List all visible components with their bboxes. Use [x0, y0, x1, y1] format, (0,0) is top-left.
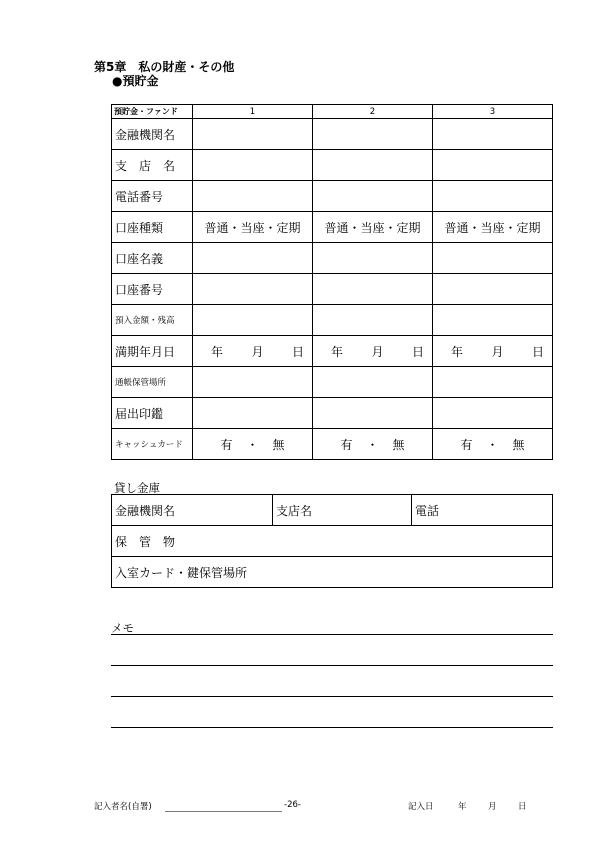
card-key-location-field[interactable]: 入室カード・鍵保管場所	[112, 557, 553, 588]
separator: ・	[486, 437, 499, 452]
savings-row	[112, 429, 553, 460]
date-part-label: 日	[531, 344, 544, 359]
date-part-label: 日	[291, 344, 304, 359]
savings-cell[interactable]	[193, 119, 313, 150]
memo-line[interactable]	[111, 665, 553, 666]
storage-items-field[interactable]: 保 管 物	[112, 526, 553, 557]
chapter-title: 第5章 私の財産・その他	[94, 60, 235, 74]
savings-cell[interactable]: 普通・当座・定期	[433, 212, 553, 243]
savings-cell[interactable]	[193, 243, 313, 274]
savings-cell[interactable]	[313, 398, 433, 429]
column-header-1: 1	[193, 105, 313, 119]
savings-cell[interactable]	[433, 367, 553, 398]
date-parts	[197, 343, 308, 360]
savings-row	[112, 181, 553, 212]
column-header-2: 2	[313, 105, 433, 119]
cash-card-choice[interactable]	[313, 429, 433, 460]
savings-cell[interactable]	[433, 398, 553, 429]
date-part-label: 月	[491, 344, 504, 359]
separator: ・	[246, 437, 259, 452]
row-label: 満期年月日	[112, 336, 193, 367]
date-part-label: 月	[251, 344, 264, 359]
savings-row	[112, 398, 553, 429]
row-label: キャッシュカード	[112, 429, 193, 460]
row-label: 口座名義	[112, 243, 193, 274]
savings-table	[111, 104, 553, 460]
savings-cell[interactable]	[313, 243, 433, 274]
yes-no-options	[317, 436, 428, 453]
memo-line[interactable]	[111, 696, 553, 697]
savings-cell[interactable]	[313, 305, 433, 336]
savings-cell[interactable]	[193, 367, 313, 398]
savings-cell[interactable]	[193, 305, 313, 336]
date-part-label: 年	[331, 344, 344, 359]
institution-field[interactable]: 金融機関名	[112, 495, 273, 526]
row-label: 支 店 名	[112, 150, 193, 181]
no-option[interactable]: 無	[392, 437, 405, 452]
savings-cell[interactable]: 普通・当座・定期	[193, 212, 313, 243]
date-part-label: 年	[211, 344, 224, 359]
row-label: 預入金額・残高	[112, 305, 193, 336]
savings-row	[112, 150, 553, 181]
savings-row	[112, 119, 553, 150]
signature-label: 記入者名(自署)	[94, 802, 152, 812]
entry-date-label: 記入日	[408, 802, 434, 812]
no-option[interactable]: 無	[272, 437, 285, 452]
yes-option[interactable]: 有	[220, 437, 233, 452]
savings-row	[112, 212, 553, 243]
savings-row	[112, 336, 553, 367]
safe-deposit-table	[111, 494, 553, 588]
savings-header-row	[112, 105, 553, 119]
date-part-label: 日	[411, 344, 424, 359]
date-field[interactable]	[433, 336, 553, 367]
signature-line[interactable]	[165, 811, 282, 812]
yes-option[interactable]: 有	[340, 437, 353, 452]
safe-deposit-row	[112, 557, 553, 588]
row-label: 通帳保管場所	[112, 367, 193, 398]
savings-cell[interactable]	[313, 119, 433, 150]
entry-day-label: 日	[518, 802, 527, 812]
date-part-label: 年	[451, 344, 464, 359]
savings-cell[interactable]	[433, 243, 553, 274]
entry-year-label: 年	[458, 802, 467, 812]
memo-line[interactable]	[111, 634, 553, 635]
row-label: 金融機関名	[112, 119, 193, 150]
row-label: 口座番号	[112, 274, 193, 305]
savings-cell[interactable]	[433, 274, 553, 305]
memo-line[interactable]	[111, 727, 553, 728]
memo-label: メモ	[111, 621, 134, 635]
savings-cell[interactable]	[433, 181, 553, 212]
row-label: 電話番号	[112, 181, 193, 212]
savings-cell[interactable]	[313, 181, 433, 212]
savings-row	[112, 274, 553, 305]
cash-card-choice[interactable]	[193, 429, 313, 460]
savings-cell[interactable]	[193, 274, 313, 305]
phone-field[interactable]: 電話	[412, 495, 553, 526]
savings-cell[interactable]	[193, 150, 313, 181]
savings-cell[interactable]	[193, 181, 313, 212]
date-field[interactable]	[193, 336, 313, 367]
savings-cell[interactable]: 普通・当座・定期	[313, 212, 433, 243]
safe-deposit-title: 貸し金庫	[114, 481, 160, 495]
entry-month-label: 月	[488, 802, 497, 812]
yes-option[interactable]: 有	[460, 437, 473, 452]
yes-no-options	[197, 436, 308, 453]
date-field[interactable]	[313, 336, 433, 367]
row-label: 口座種類	[112, 212, 193, 243]
date-parts	[437, 343, 548, 360]
column-header-3: 3	[433, 105, 553, 119]
savings-cell[interactable]	[433, 150, 553, 181]
corner-label: 預貯金・ファンド	[112, 105, 193, 119]
savings-row	[112, 243, 553, 274]
savings-cell[interactable]	[433, 305, 553, 336]
separator: ・	[366, 437, 379, 452]
savings-cell[interactable]	[313, 150, 433, 181]
yes-no-options	[437, 436, 548, 453]
page-number: -26-	[284, 800, 301, 810]
savings-cell[interactable]	[313, 367, 433, 398]
row-label: 届出印鑑	[112, 398, 193, 429]
safe-deposit-row	[112, 526, 553, 557]
savings-row	[112, 305, 553, 336]
savings-cell[interactable]	[433, 119, 553, 150]
date-part-label: 月	[371, 344, 384, 359]
cash-card-choice[interactable]	[433, 429, 553, 460]
savings-row	[112, 367, 553, 398]
safe-deposit-row	[112, 495, 553, 526]
date-parts	[317, 343, 428, 360]
savings-cell[interactable]	[193, 398, 313, 429]
savings-cell[interactable]	[313, 274, 433, 305]
branch-field[interactable]: 支店名	[273, 495, 412, 526]
no-option[interactable]: 無	[512, 437, 525, 452]
section-title: ●預貯金	[112, 74, 159, 88]
